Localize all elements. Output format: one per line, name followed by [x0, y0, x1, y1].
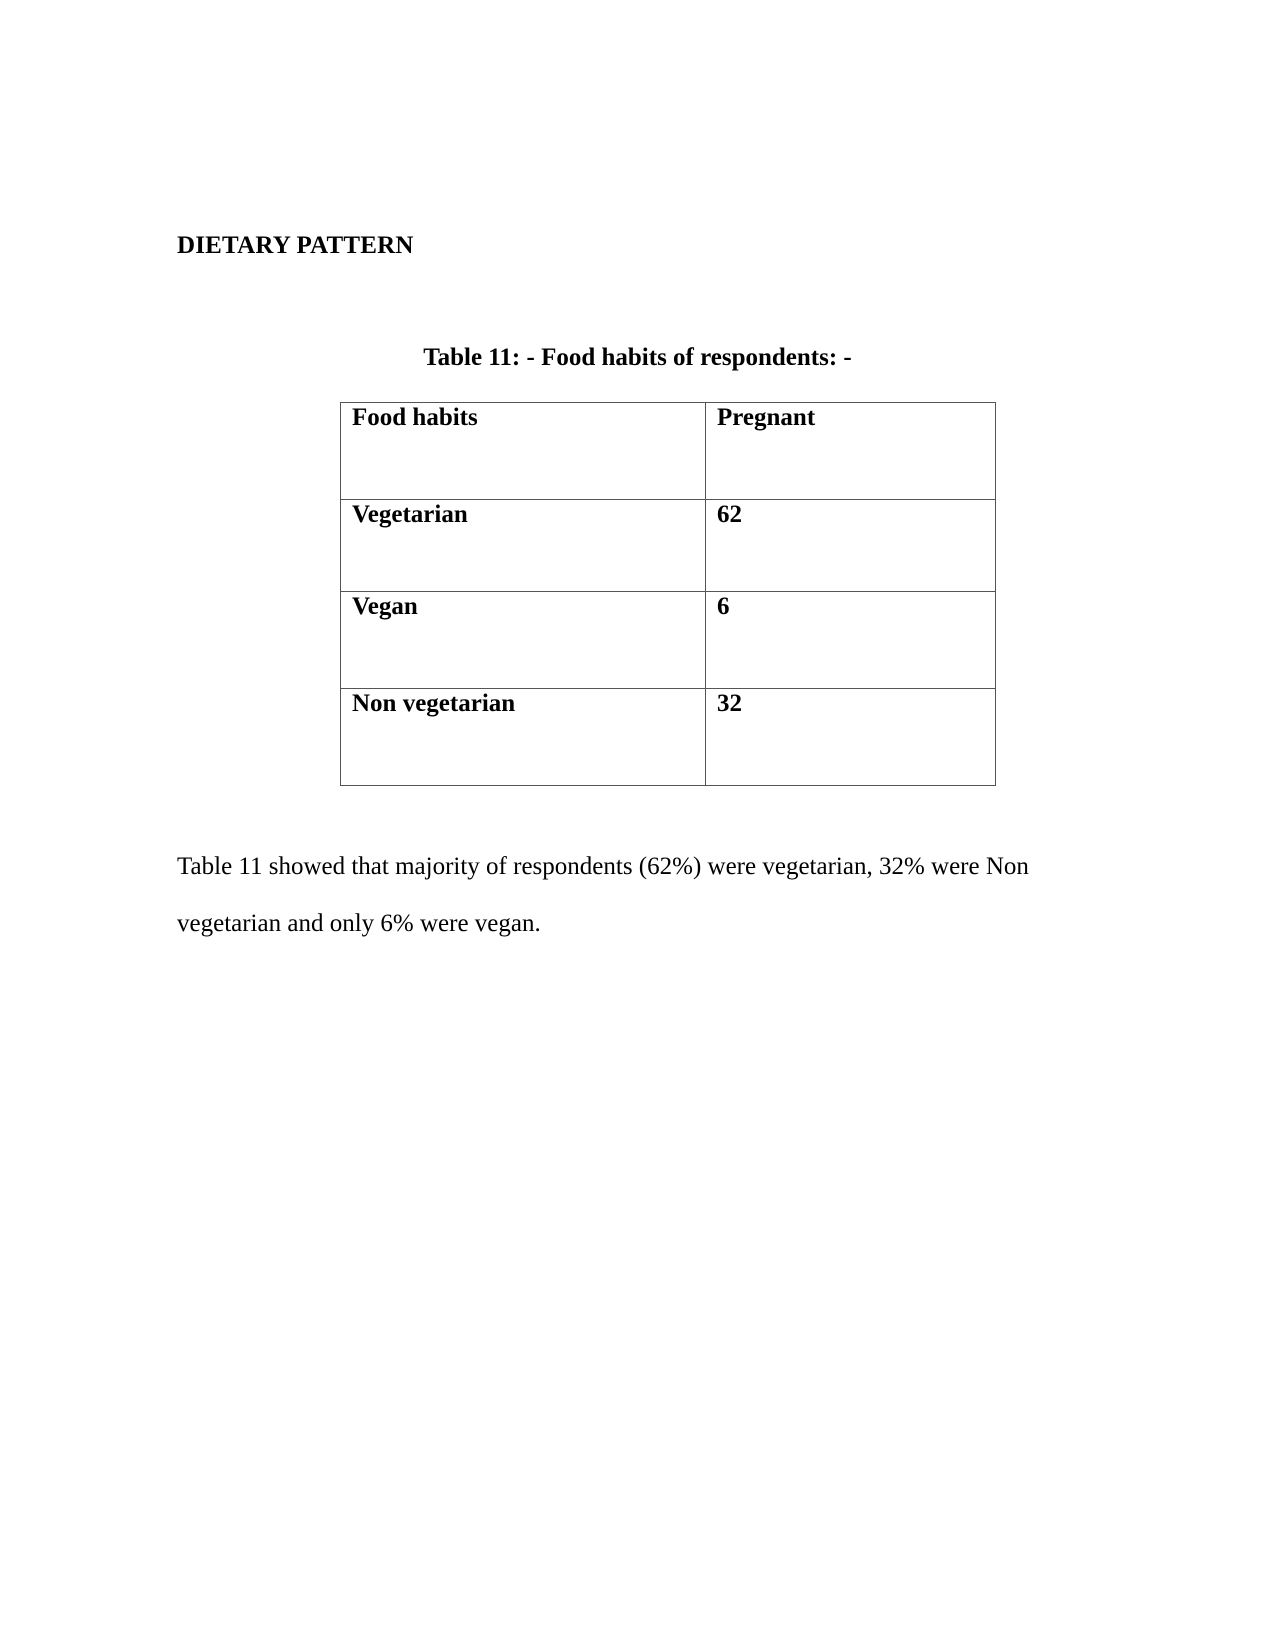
food-habit-label: Vegan — [352, 593, 418, 620]
table-cell — [706, 592, 996, 689]
table-row — [341, 500, 996, 592]
table-row — [341, 592, 996, 689]
food-habit-label: Vegetarian — [352, 501, 468, 528]
column-header-food-habits: Food habits — [352, 404, 478, 431]
column-header-pregnant: Pregnant — [717, 404, 816, 431]
table-row — [341, 689, 996, 786]
table-caption: Table 11: - Food habits of respondents: - — [423, 344, 852, 371]
table-cell — [341, 592, 706, 689]
section-heading: DIETARY PATTERN — [177, 232, 414, 259]
pregnant-value: 62 — [717, 501, 742, 528]
table-header-cell — [341, 403, 706, 500]
table-cell — [341, 500, 706, 592]
food-habits-table — [340, 402, 996, 786]
food-habit-label: Non vegetarian — [352, 690, 516, 717]
table-header-row — [341, 403, 996, 500]
table-cell — [706, 500, 996, 592]
results-paragraph: Table 11 showed that majority of respondents (62%) were vegetarian, 32% were Non vegetarian and only 6% were vegan. — [177, 853, 1029, 937]
table-cell — [341, 689, 706, 786]
table-header-cell — [706, 403, 996, 500]
pregnant-value: 6 — [717, 593, 730, 620]
pregnant-value: 32 — [717, 690, 742, 717]
table-cell — [706, 689, 996, 786]
